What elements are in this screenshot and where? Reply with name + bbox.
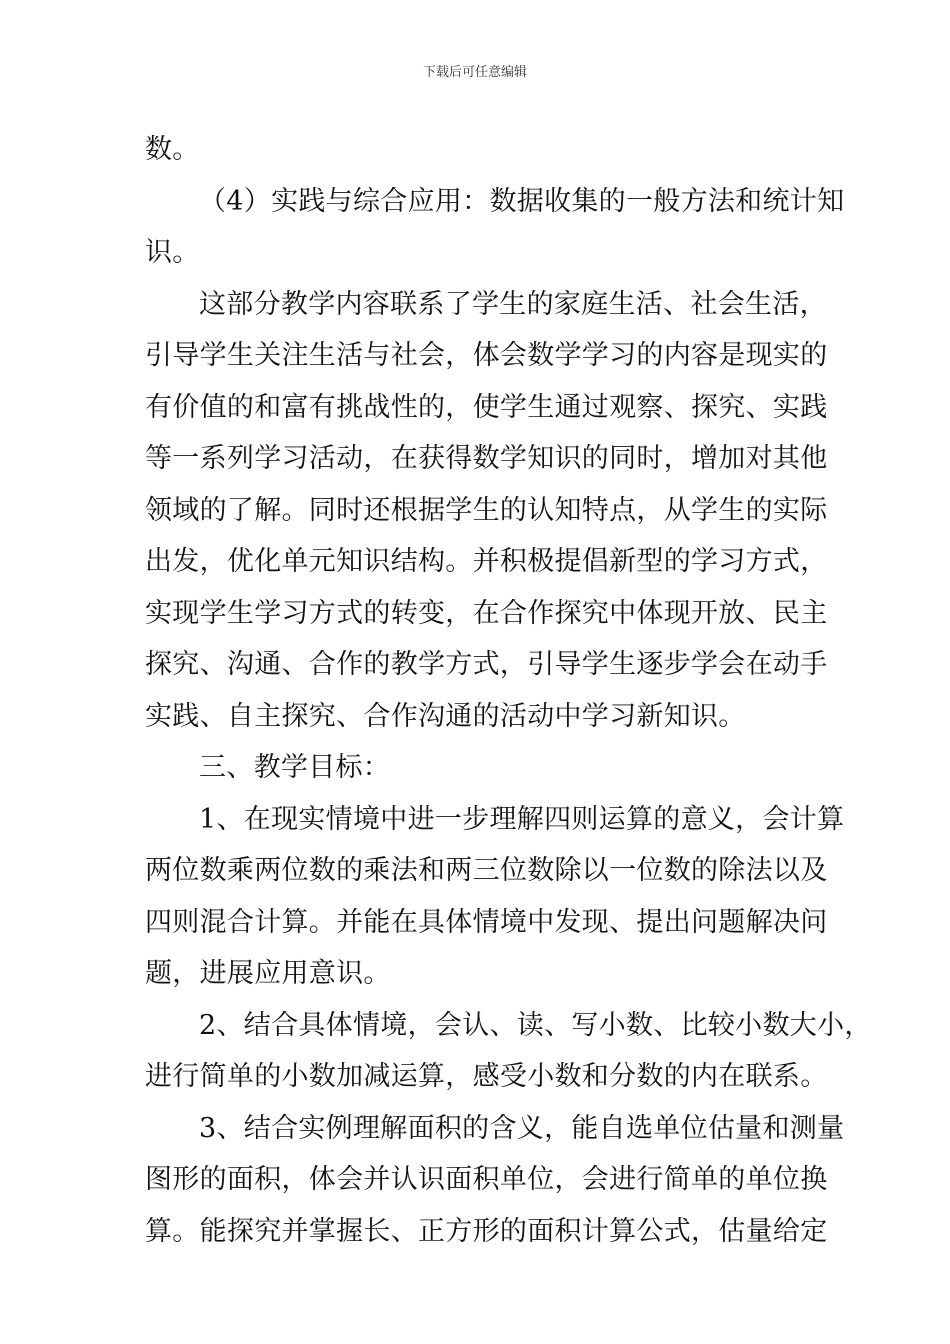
- section-heading: 三、教学目标：: [199, 752, 391, 783]
- text-line: 进行简单的小数加减运算，感受小数和分数的内在联系。: [145, 1061, 828, 1092]
- text-line: 两位数乘两位数的乘法和两三位数除以一位数的除法以及: [145, 855, 828, 886]
- text-line: 数。: [145, 134, 200, 165]
- page-header: 下载后可任意编辑: [422, 65, 527, 80]
- text-line: 题，进展应用意识。: [145, 958, 391, 989]
- text-line: 算。能探究并掌握长、正方形的面积计算公式，估量给定: [145, 1215, 828, 1247]
- text-line: 实现学生学习方式的转变，在合作探究中体现开放、民主: [145, 597, 828, 629]
- text-line: 有价值的和富有挑战性的，使学生通过观察、探究、实践: [145, 391, 828, 423]
- document-body: [145, 124, 872, 1257]
- paragraph-start: 1、在现实情境中进一步理解四则运算的意义，会计算: [199, 803, 845, 835]
- paragraph-start: 3、结合实例理解面积的含义，能自选单位估量和测量: [199, 1112, 845, 1144]
- text-line: 实践、自主探究、合作沟通的活动中学习新知识。: [145, 700, 746, 732]
- text-line: 领域的了解。同时还根据学生的认知特点，从学生的实际: [145, 494, 828, 526]
- text-line: （4）实践与综合应用：数据收集的一般方法和统计知: [199, 185, 845, 217]
- text-line: 探究、沟通、合作的教学方式，引导学生逐步学会在动手: [145, 649, 828, 680]
- text-line: 识。: [145, 237, 200, 268]
- paragraph-start: 2、结合具体情境，会认、读、写小数、比较小数大小，: [199, 1009, 872, 1041]
- text-line: 图形的面积，体会并认识面积单位，会进行简单的单位换: [145, 1164, 828, 1195]
- paragraph-start: 这部分教学内容联系了学生的家庭生活、社会生活，: [199, 288, 827, 320]
- text-line: 引导学生关注生活与社会，体会数学学习的内容是现实的: [145, 340, 828, 371]
- text-line: 等一系列学习活动，在获得数学知识的同时，增加对其他: [145, 443, 828, 474]
- text-line: 四则混合计算。并能在具体情境中发现、提出问题解决问: [145, 906, 828, 938]
- text-line: 出发，优化单元知识结构。并积极提倡新型的学习方式，: [145, 546, 828, 577]
